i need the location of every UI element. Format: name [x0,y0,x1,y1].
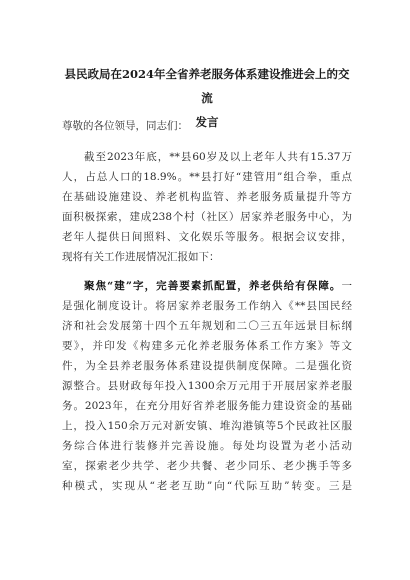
para2-line: 源整合。县财政每年投入1300余万元用于开展居家养老服 [62,380,352,392]
section-heading-tail: 一 [341,280,352,292]
para2-heading-line [84,279,352,293]
para1-line: 在基础设施建设、养老机构监管、养老服务质量提升等方 [62,191,352,203]
title-line-1: 县民政局在2024年全省养老服务体系建设推进会上的交流 [64,67,350,105]
para1-line: 截至2023年底，**县60岁及以上老年人共有15.37万 [84,151,352,163]
para2-line: 要》，并印发《构建多元化养老服务体系工作方案》等文 [62,340,352,352]
para2-line: 务。2023年，在充分用好省养老服务能力建设资金的基础 [62,400,352,412]
para1-line: 面积极探索，建成238个村（社区）居家养老服务中心，为 [62,211,352,223]
para2-line: 室，探索老少共学、老少共餐、老少同乐、老少携手等多 [62,460,352,472]
salutation: 尊敬的各位领导，同志们： [62,120,188,132]
para1-line: 现将有关工作进展情况汇报如下： [62,251,220,263]
para2-line: 上，投入150余万元对新安镇、堆沟港镇等5个民政社区服 [62,420,352,432]
para2-line: 是强化制度设计。将居家养老服务工作纳入《**县国民经 [62,300,352,312]
para1-line: 老年人提供日间照料、文化娱乐等服务。根据会议安排， [62,231,352,243]
para2-line: 件，为全县养老服务体系建设提供制度保障。二是强化资 [62,360,352,372]
para2-line: 种模式，实现从“老老互助”向“代际互助”转变。三是 [62,480,352,492]
title-line-2: 发言 [195,115,219,129]
para2-line: 务综合体进行装修并完善设施。每处均设置为老小活动 [62,440,352,452]
section-heading: 聚焦“建”字，完善要素抓配置，养老供给有保障。 [84,280,342,292]
para2-line: 济和社会发展第十四个五年规划和二〇三五年远景目标纲 [62,320,352,332]
para1-line: 人，占总人口的18.9%。**县打好“建管用”组合拳，重点 [62,171,352,183]
